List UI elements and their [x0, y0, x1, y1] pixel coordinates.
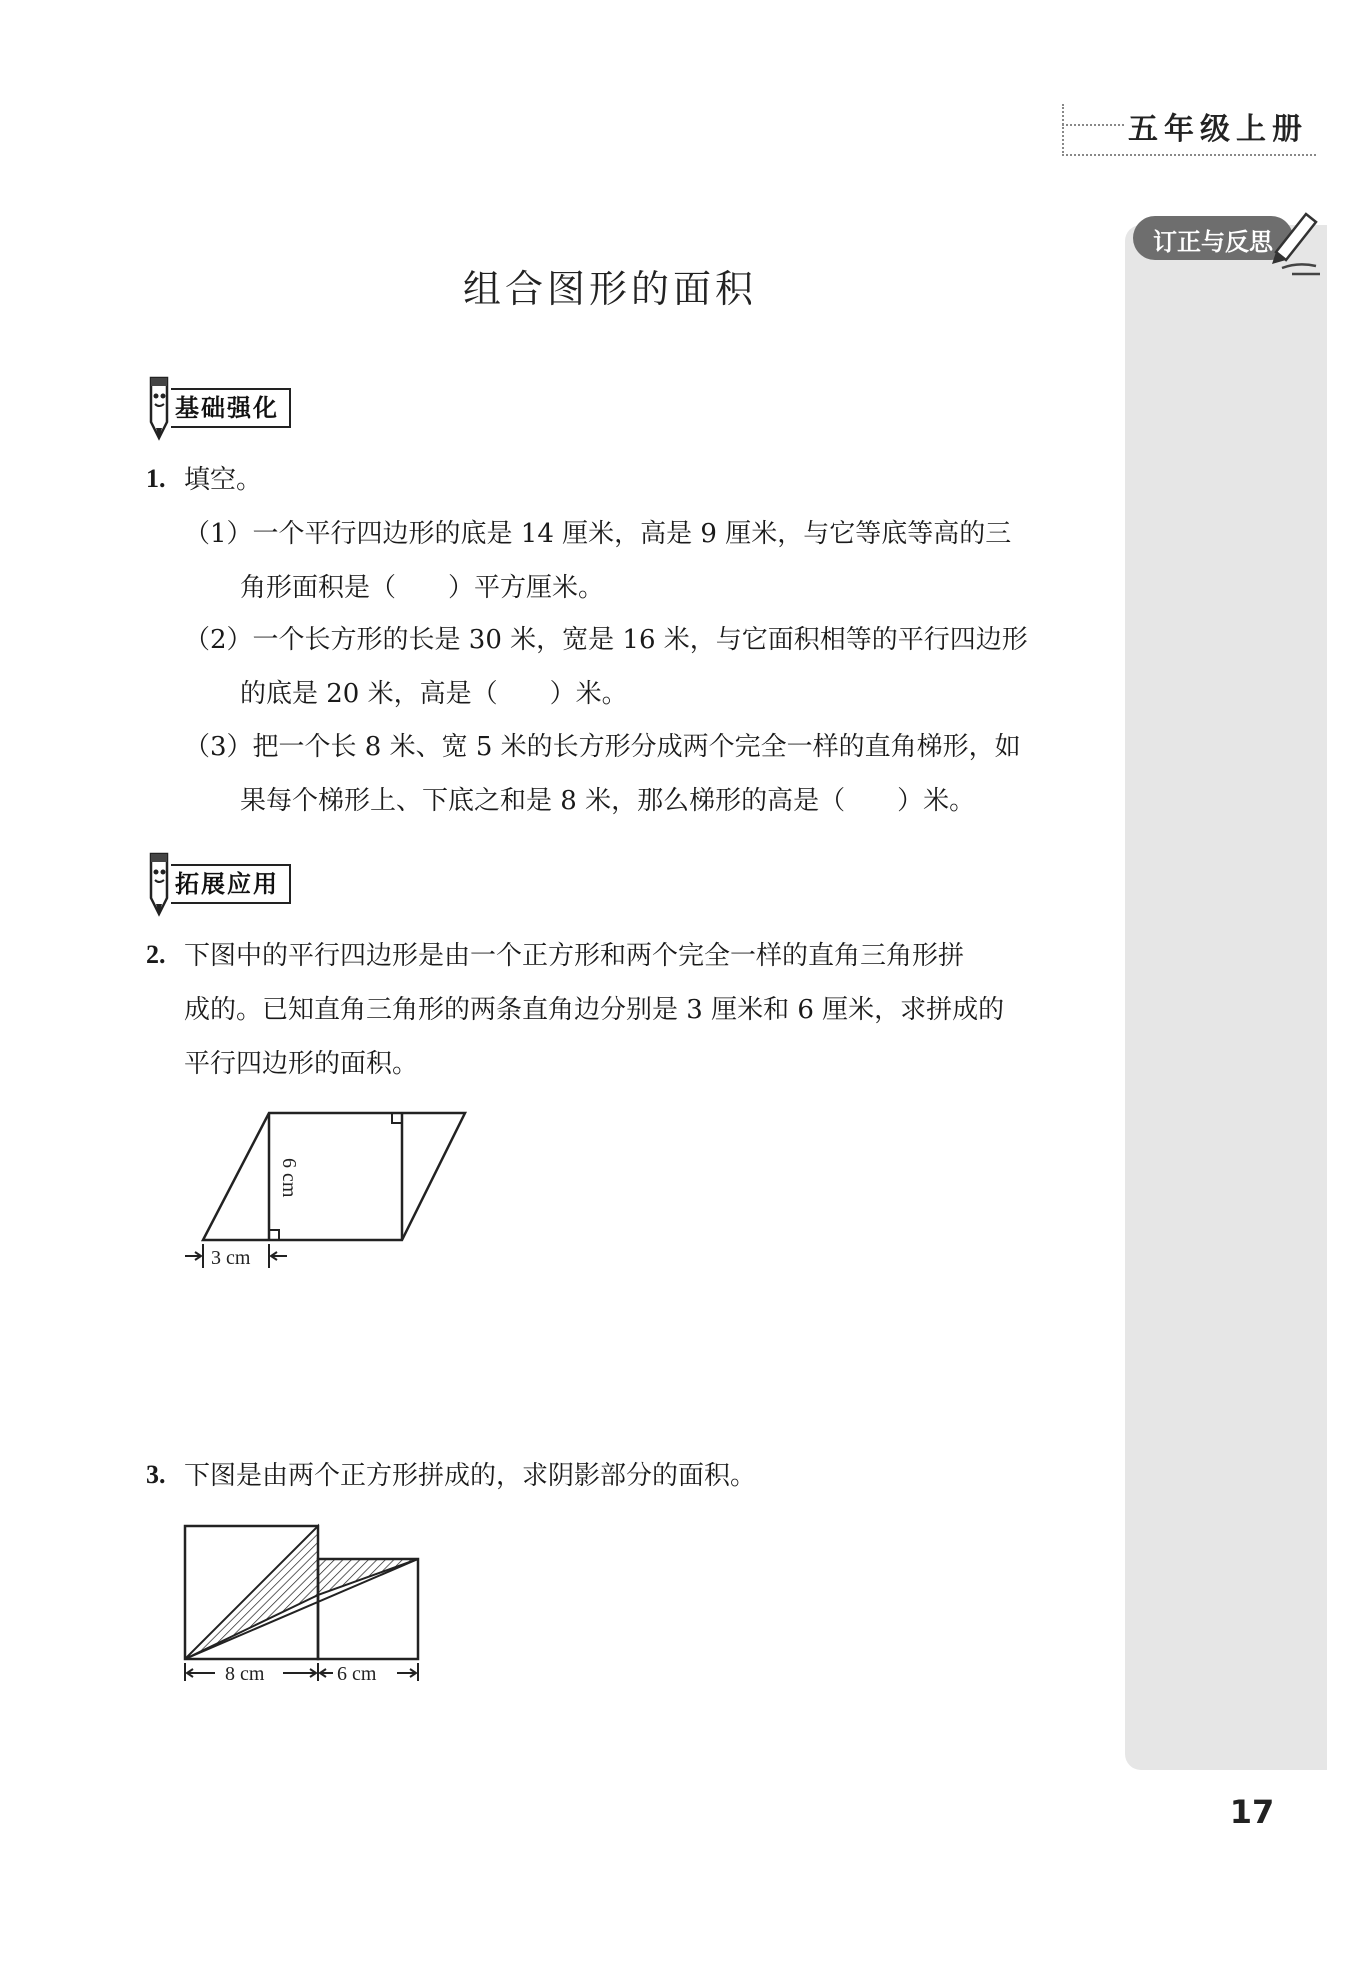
q1-item1-line2: 角形面积是（ ）平方厘米。: [240, 573, 605, 603]
q3-text: 下图是由两个正方形拼成的，求阴影部分的面积。: [184, 1461, 757, 1491]
parallelogram-outline: [203, 1113, 465, 1240]
q1-item2-line2: 的底是 20 米，高是（ ）米。: [240, 679, 628, 709]
dimension-arrow: [397, 1669, 416, 1677]
dimension-arrow: [320, 1669, 333, 1677]
base-label: 3 cm: [211, 1247, 251, 1269]
large-square-label: 8 cm: [225, 1663, 265, 1685]
section-basic-label: 基础强化: [171, 388, 291, 428]
q1-item3-line2: 果每个梯形上、下底之和是 8 米，那么梯形的高是（ ）米。: [240, 786, 976, 816]
header-grade: 五年级上册: [1128, 112, 1308, 147]
q1-item1-line1: （1）一个平行四边形的底是 14 厘米，高是 9 厘米，与它等底等高的三: [184, 519, 1012, 549]
shaded-triangle-left: [185, 1526, 318, 1659]
q2-line2: 成的。已知直角三角形的两条直角边分别是 3 厘米和 6 厘米，求拼成的: [184, 995, 1005, 1025]
pencil-icon: [145, 372, 173, 442]
small-square-label: 6 cm: [337, 1663, 377, 1685]
q1-item3-line1: （3）把一个长 8 米、宽 5 米的长方形分成两个完全一样的直角梯形，如: [184, 732, 1021, 762]
page-title: 组合图形的面积: [462, 267, 757, 311]
q1-item2-line1: （2）一个长方形的长是 30 米，宽是 16 米，与它面积相等的平行四边形: [184, 625, 1028, 655]
right-angle-mark: [392, 1113, 402, 1123]
pencil-icon: [145, 848, 173, 918]
section-extended-label: 拓展应用: [171, 864, 291, 904]
section-basic-header: [145, 372, 315, 430]
correction-column: [1125, 225, 1327, 1770]
q1-number: 1.: [146, 464, 166, 493]
pen-icon: [1268, 208, 1328, 278]
q2-parallelogram-figure: [175, 1100, 475, 1285]
dimension-arrow: [185, 1252, 201, 1260]
q1-prompt: 填空。: [184, 465, 263, 495]
height-label: 6 cm: [278, 1158, 300, 1198]
q2-line3: 平行四边形的面积。: [184, 1049, 419, 1079]
q2-number: 2.: [146, 940, 166, 969]
q2-line1: 下图中的平行四边形是由一个正方形和两个完全一样的直角三角形拼: [184, 941, 965, 971]
dimension-arrow: [187, 1669, 215, 1677]
section-extended-header: [145, 848, 315, 906]
correction-tab-label: 订正与反思: [1153, 228, 1273, 256]
right-angle-mark: [269, 1230, 279, 1240]
q3-number: 3.: [146, 1460, 166, 1489]
dimension-arrow: [283, 1669, 316, 1677]
q3-two-squares-figure: [175, 1515, 425, 1685]
page-number: 17: [1229, 1793, 1275, 1831]
dimension-arrow: [271, 1252, 287, 1260]
